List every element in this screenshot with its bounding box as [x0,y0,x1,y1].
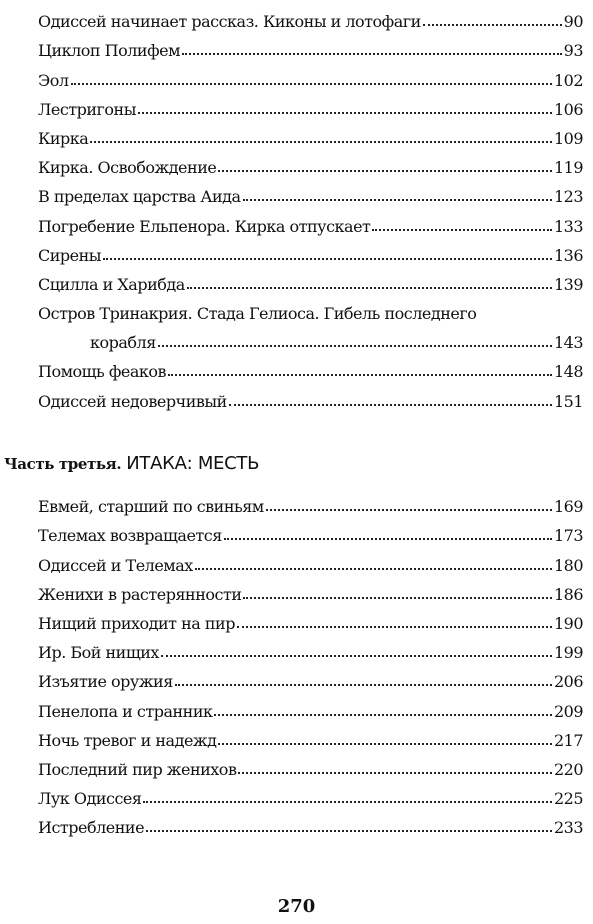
toc-entry [38,31,583,60]
toc-entry [38,60,583,89]
entry-page: 139 [553,274,583,294]
toc-entry [38,119,583,148]
dot-leader [218,170,552,172]
entry-title: Сирены [38,245,102,265]
toc-entry [38,265,583,294]
dot-leader [243,199,552,201]
dot-leader [175,684,552,686]
dot-leader [161,655,552,657]
entry-title-line2: корабля [90,333,156,353]
entry-title: Женихи в растерянности [38,584,242,604]
dot-leader [146,830,552,832]
entry-title: В пределах царства Аида [38,187,241,207]
toc-entry [38,779,583,808]
toc-entry [38,545,583,574]
entry-title: Одиссей и Телемах [38,555,193,575]
toc-entry [38,604,583,633]
toc-section-book-2 [38,2,583,411]
entry-title: Ночь тревог и надежд [38,730,217,750]
dot-leader [218,743,551,745]
entry-page: 119 [553,158,583,178]
entry-page: 199 [553,643,583,663]
entry-title: Лук Одиссея [38,789,142,809]
entry-page: 169 [553,497,583,517]
entry-page: 173 [553,526,583,546]
entry-title: Погребение Ельпенора. Кирка отпускает [38,216,371,236]
entry-page: 93 [563,41,583,61]
entry-title: Помощь феаков [38,362,167,382]
entry-page: 220 [553,759,583,779]
toc-entry [38,750,583,779]
entry-page: 148 [553,362,583,382]
entry-page: 209 [553,701,583,721]
toc-entry [38,381,583,410]
entry-page: 133 [553,216,583,236]
toc-entry-multiline [38,294,583,352]
entry-title: Сцилла и Харибда [38,274,185,294]
entry-title: Лестригоны [38,99,136,119]
toc-entry [38,691,583,720]
entry-page: 186 [553,584,583,604]
entry-title: Последний пир женихов [38,759,237,779]
entry-page: 233 [553,818,583,838]
dot-leader [224,538,552,540]
entry-title: Телемах возвращается [38,526,222,546]
dot-leader [168,374,552,376]
entry-page: 123 [553,187,583,207]
entry-title: Пенелопа и странник [38,701,213,721]
toc-entry [38,2,583,31]
entry-title: Изъятие оружия [38,672,173,692]
dot-leader [138,112,552,114]
toc-entry [38,352,583,381]
toc-entry [38,177,583,206]
entry-page: 136 [553,245,583,265]
entry-page: 143 [553,333,583,353]
entry-title: Кирка [38,128,89,148]
toc-entry [38,721,583,750]
dot-leader [182,53,562,55]
dot-leader [237,626,552,628]
toc-entry [38,90,583,119]
page-number: 270 [277,896,316,917]
entry-title: Евмей, старший по свиньям [38,497,264,517]
toc-entry [38,206,583,235]
entry-page: 90 [563,12,583,32]
dot-leader [103,258,552,260]
entry-title-line1: Остров Тринакрия. Стада Гелиоса. Гибель последнего [38,304,477,324]
part-heading [4,453,259,474]
entry-title: Нищий приходит на пир [38,613,235,633]
dot-leader [158,345,552,347]
dot-leader [423,24,562,26]
entry-page: 109 [553,128,583,148]
entry-title: Циклоп Полифем [38,41,181,61]
entry-page: 190 [553,613,583,633]
dot-leader [372,229,552,231]
entry-page: 206 [553,672,583,692]
entry-page: 225 [553,789,583,809]
toc-entry [38,662,583,691]
entry-title: Кирка. Освобождение [38,158,217,178]
dot-leader [187,287,552,289]
entry-page: 102 [553,70,583,90]
entry-page: 151 [553,391,583,411]
toc-section-part-3 [38,487,583,837]
dot-leader [243,597,551,599]
toc-entry [38,487,583,516]
part-label: Часть третья [4,455,117,473]
part-separator: . [116,455,122,473]
entry-page: 106 [553,99,583,119]
toc-entry [38,575,583,604]
dot-leader [90,141,552,143]
toc-entry [38,148,583,177]
entry-title: Истребление [38,818,145,838]
dot-leader [238,772,552,774]
toc-entry [38,633,583,662]
toc-entry [38,236,583,265]
toc-entry [38,516,583,545]
dot-leader [195,568,552,570]
part-title: ИТАКА: МЕСТЬ [126,453,260,474]
dot-leader [143,801,551,803]
dot-leader [266,509,552,511]
toc-entry [38,808,583,837]
entry-title: Эол [38,70,69,90]
dot-leader [214,714,551,716]
dot-leader [71,83,552,85]
entry-page: 180 [553,555,583,575]
entry-title: Одиссей начинает рассказ. Киконы и лотофаги [38,12,421,32]
entry-title: Ир. Бой нищих [38,643,159,663]
entry-page: 217 [553,730,583,750]
entry-title: Одиссей недоверчивый [38,391,227,411]
dot-leader [229,404,552,406]
